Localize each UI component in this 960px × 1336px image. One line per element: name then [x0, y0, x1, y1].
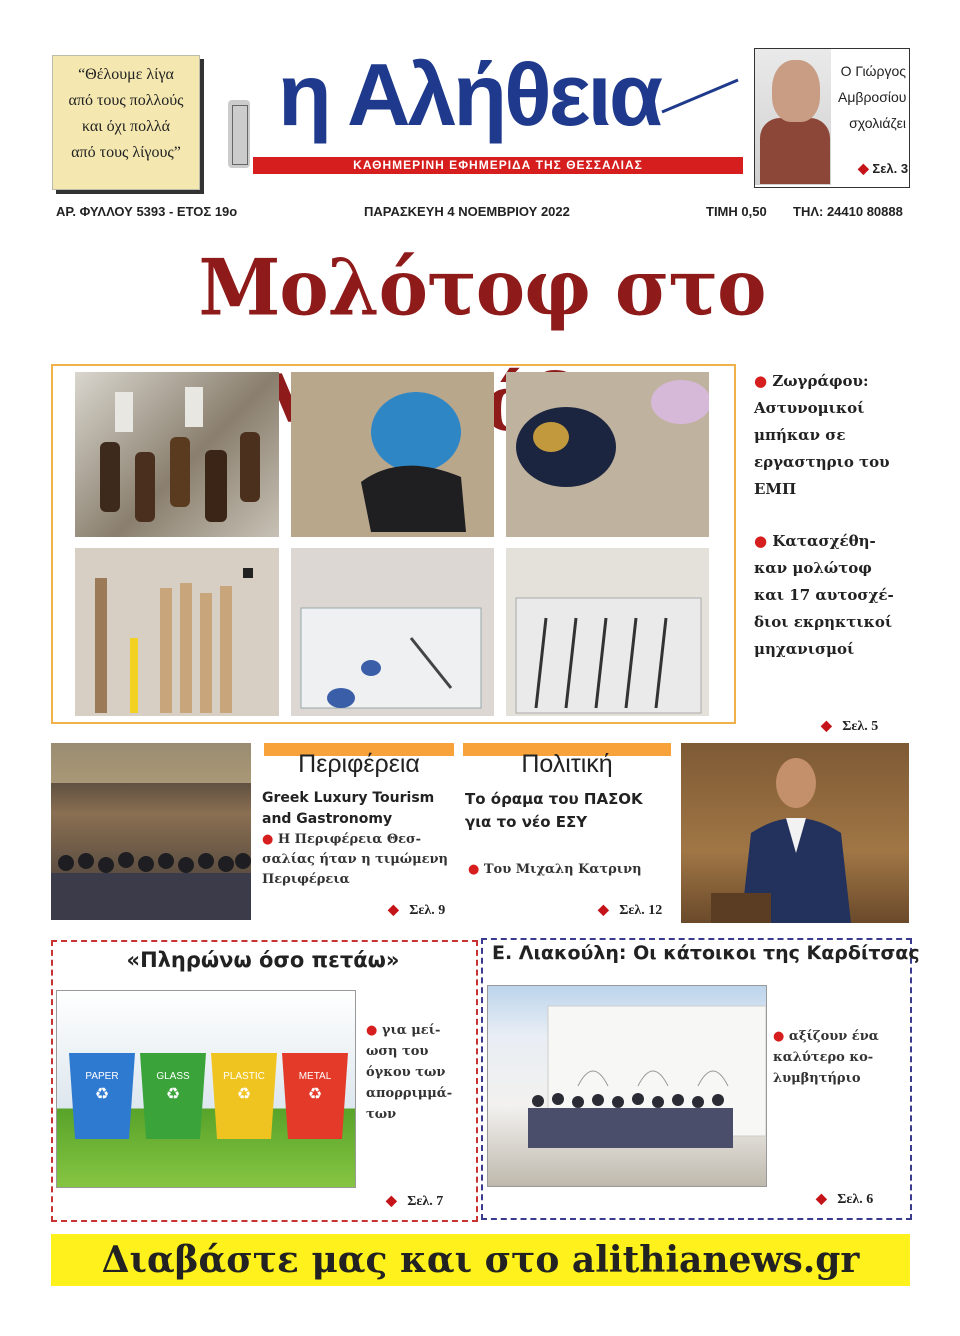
emblem-frame	[232, 105, 248, 165]
crowd-drawing	[51, 743, 251, 920]
bottles-drawing	[75, 372, 279, 537]
politics-bullet: ● Του Μιχαλη Κατρινη	[468, 862, 642, 877]
plastic-drawing	[291, 548, 494, 716]
bullet-icon: ●	[754, 532, 768, 550]
recycle-page-ref: ◆ Σελ. 7	[386, 1194, 444, 1209]
motto-line: και όχι πολλά	[82, 118, 170, 135]
bin-label-metal: METAL	[298, 1071, 332, 1082]
main-story-bullets	[754, 368, 914, 663]
column-line: Αμβροσίου	[838, 89, 907, 105]
photo-rods	[506, 548, 709, 716]
website-banner[interactable]: Διαβάστε μας και στο alithianews.gr	[51, 1234, 910, 1286]
motto-line: από τους λίγους”	[71, 144, 181, 161]
svg-text:♻: ♻	[307, 1084, 323, 1103]
photo-plastic-bags	[291, 548, 494, 716]
masthead	[272, 40, 742, 160]
issue-date: ΠΑΡΑΣΚΕΥΗ 4 ΝΟΕΜΒΡΙΟΥ 2022	[364, 204, 570, 219]
column-line: σχολιάζει	[849, 115, 906, 131]
bin-label-plastic: PLASTIC	[223, 1071, 265, 1082]
region-photo	[51, 743, 251, 920]
region-bullet: ● Η Περιφέρεια Θεσ- σαλίας ήταν η τιμώμενη Περιφέρεια	[262, 832, 448, 887]
region-title[interactable]: Greek Luxury Tourism and Gastronomy	[262, 790, 435, 827]
rods-drawing	[506, 548, 709, 716]
bullet-icon: ●	[468, 862, 480, 877]
issue-price: ΤΙΜΗ 0,50	[706, 204, 767, 219]
section-politics-label: Πολιτική	[463, 756, 671, 773]
svg-text:♻: ♻	[236, 1084, 252, 1103]
diamond-icon: ◆	[858, 160, 869, 176]
karditsa-page-ref: ◆ Σελ. 6	[816, 1192, 874, 1207]
pool-drawing	[488, 986, 766, 1186]
bullet-icon: ●	[773, 1029, 785, 1044]
photo-sticks	[75, 548, 279, 716]
bag-drawing	[291, 372, 494, 537]
recycle-photo	[56, 990, 356, 1188]
columnist-shirt	[760, 118, 830, 184]
main-photo-frame	[51, 364, 736, 724]
columnist-face	[772, 60, 820, 122]
diamond-icon: ◆	[388, 903, 399, 918]
pen-icon	[272, 40, 742, 160]
page-ref: Σελ. 3	[872, 161, 909, 176]
bullet-icon: ●	[262, 832, 274, 847]
bullet-2: ● Κατασχέθη- καν μολώτοφ και 17 αυτοσχέ- διοι εκρηκτικοί μηχανισμοί	[754, 532, 894, 658]
karditsa-bullet: ● αξίζουν ένα καλύτερο κο- λυμβητήριο	[773, 1029, 879, 1086]
section-politics[interactable]	[463, 743, 671, 778]
column-teaser	[838, 58, 906, 136]
diamond-icon: ◆	[816, 1192, 827, 1207]
motto-line: από τους πολλούς	[68, 92, 184, 109]
svg-text:♻: ♻	[94, 1084, 110, 1103]
diamond-icon: ◆	[821, 719, 832, 734]
bullet-icon: ●	[366, 1023, 378, 1038]
karditsa-photo	[487, 985, 767, 1187]
region-page-ref: ◆ Σελ. 9	[388, 903, 446, 918]
politician-photo	[681, 743, 909, 923]
sticks-drawing	[75, 548, 279, 716]
column-page	[858, 160, 908, 177]
diamond-icon: ◆	[598, 903, 609, 918]
main-headline[interactable]: Μολότοφ στο	[198, 243, 766, 334]
photo-bottles	[75, 372, 279, 537]
main-page-ref: ◆ Σελ. 5	[821, 719, 879, 734]
bin-label-paper: PAPER	[85, 1071, 119, 1082]
photo-rags	[506, 372, 709, 537]
photo-bag	[291, 372, 494, 537]
masthead-subtitle: ΚΑΘΗΜΕΡΙΝΗ ΕΦΗΜΕΡΙΔΑ ΤΗΣ ΘΕΣΣΑΛΙΑΣ	[253, 157, 743, 174]
issue-number: ΑΡ. ΦΥΛΛΟΥ 5393 - ΕΤΟΣ 19ο	[56, 204, 238, 219]
issue-phone: ΤΗΛ: 24410 80888	[793, 204, 903, 219]
karditsa-title[interactable]: Ε. Λιακούλη: Οι κάτοικοι της Καρδίτσας	[492, 942, 920, 964]
politics-title[interactable]: Το όραμα του ΠΑΣΟΚ για το νέο ΕΣΥ	[465, 790, 643, 831]
diamond-icon: ◆	[386, 1194, 397, 1209]
rags-drawing	[506, 372, 709, 537]
bullet-icon: ●	[754, 372, 768, 390]
politics-page-ref: ◆ Σελ. 12	[598, 903, 663, 918]
motto-line: “Θέλουμε λίγα	[78, 66, 174, 83]
svg-text:♻: ♻	[165, 1084, 181, 1103]
column-line: Ο Γιώργος	[840, 63, 906, 79]
bullet-1: ● Ζωγράφου: Αστυνομικοί μπήκαν σε εργαστηριο του ΕΜΠ	[754, 372, 890, 498]
bins-drawing	[57, 991, 355, 1187]
masthead-logo: η Αλήθεια	[278, 45, 661, 144]
politician-drawing	[681, 743, 909, 923]
section-region-label: Περιφέρεια	[264, 756, 454, 773]
recycle-title[interactable]: «Πληρώνω όσο πετάω»	[126, 948, 400, 972]
recycle-bullet: ● για μεί- ωση του όγκου των απορριμμά- των	[366, 1023, 453, 1122]
motto-box	[52, 55, 200, 190]
section-region[interactable]	[264, 743, 454, 778]
bin-label-glass: GLASS	[156, 1071, 190, 1082]
